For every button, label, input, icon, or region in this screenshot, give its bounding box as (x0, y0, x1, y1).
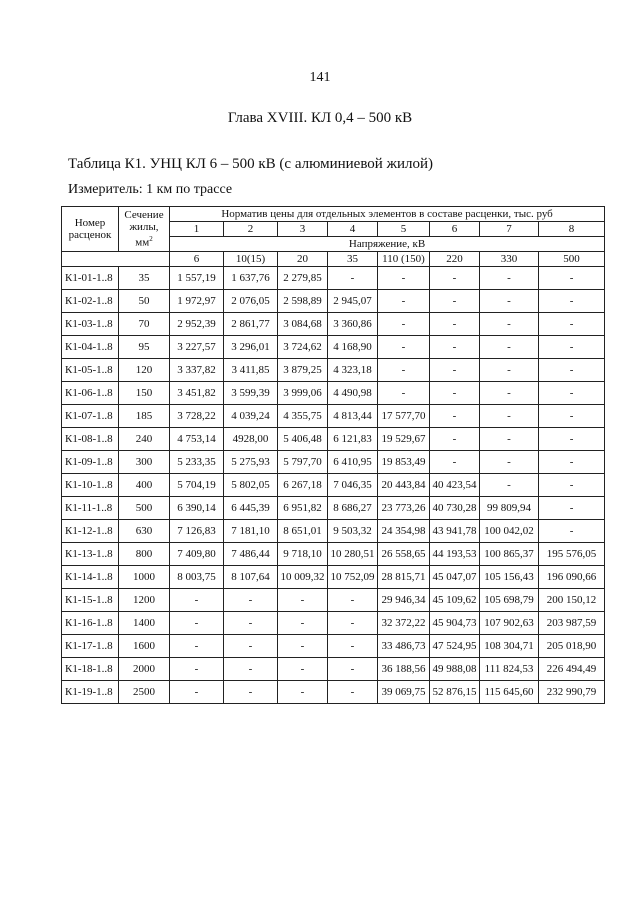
price-cell: 9 503,32 (328, 520, 378, 543)
price-cell: - (328, 612, 378, 635)
rate-code: К1-04-1..8 (62, 336, 119, 359)
price-cell: 43 941,78 (430, 520, 480, 543)
price-cell: 10 009,32 (278, 566, 328, 589)
price-cell: - (480, 267, 539, 290)
rate-code: К1-15-1..8 (62, 589, 119, 612)
price-cell: 5 704,19 (170, 474, 224, 497)
section-value: 1600 (119, 635, 170, 658)
price-cell: 100 865,37 (480, 543, 539, 566)
price-cell: 107 902,63 (480, 612, 539, 635)
header-voltage: 220 (430, 252, 480, 267)
price-cell: 100 042,02 (480, 520, 539, 543)
rate-code: К1-02-1..8 (62, 290, 119, 313)
price-cell: - (224, 658, 278, 681)
price-cell: 2 945,07 (328, 290, 378, 313)
price-cell: 226 494,49 (539, 658, 605, 681)
header-number: Номер расценок (62, 207, 119, 252)
price-cell: 6 410,95 (328, 451, 378, 474)
price-cell: 3 599,39 (224, 382, 278, 405)
price-cell: 3 411,85 (224, 359, 278, 382)
table-row (62, 359, 605, 382)
header-voltage: 6 (170, 252, 224, 267)
price-cell: 19 853,49 (378, 451, 430, 474)
header-col-index: 6 (430, 222, 480, 237)
price-cell: 20 443,84 (378, 474, 430, 497)
rate-code: К1-19-1..8 (62, 681, 119, 704)
rates-table (61, 206, 605, 704)
price-cell: 3 360,86 (328, 313, 378, 336)
price-cell: 6 121,83 (328, 428, 378, 451)
price-cell: 52 876,15 (430, 681, 480, 704)
rate-code: К1-07-1..8 (62, 405, 119, 428)
table-row (62, 405, 605, 428)
price-cell: 6 267,18 (278, 474, 328, 497)
price-cell: 2 952,39 (170, 313, 224, 336)
section-value: 300 (119, 451, 170, 474)
price-cell: 45 904,73 (430, 612, 480, 635)
price-cell: 49 988,08 (430, 658, 480, 681)
price-cell: 9 718,10 (278, 543, 328, 566)
price-cell: - (430, 428, 480, 451)
price-cell: 17 577,70 (378, 405, 430, 428)
rate-code: К1-17-1..8 (62, 635, 119, 658)
price-cell: - (430, 359, 480, 382)
price-cell: 47 524,95 (430, 635, 480, 658)
rate-code: К1-10-1..8 (62, 474, 119, 497)
header-col-index: 7 (480, 222, 539, 237)
price-cell: 5 406,48 (278, 428, 328, 451)
price-cell: 203 987,59 (539, 612, 605, 635)
header-row-1 (62, 207, 605, 222)
section-value: 800 (119, 543, 170, 566)
price-cell: 8 003,75 (170, 566, 224, 589)
price-cell: 105 156,43 (480, 566, 539, 589)
header-section: Сечение жилы, $мм^2$ (119, 207, 170, 252)
rate-code: К1-18-1..8 (62, 658, 119, 681)
price-cell: - (224, 589, 278, 612)
section-value: 70 (119, 313, 170, 336)
section-value: 630 (119, 520, 170, 543)
price-cell: - (378, 382, 430, 405)
price-cell: 200 150,12 (539, 589, 605, 612)
rate-code: К1-08-1..8 (62, 428, 119, 451)
price-cell: - (430, 405, 480, 428)
price-cell: 4 813,44 (328, 405, 378, 428)
measure-unit: Измеритель: 1 км по трассе (68, 182, 233, 197)
price-cell: 40 730,28 (430, 497, 480, 520)
header-voltage: 35 (328, 252, 378, 267)
price-cell: 4 355,75 (278, 405, 328, 428)
table-row (62, 474, 605, 497)
price-cell: 115 645,60 (480, 681, 539, 704)
price-cell: - (224, 612, 278, 635)
price-cell: 7 181,10 (224, 520, 278, 543)
rate-code: К1-16-1..8 (62, 612, 119, 635)
table-row (62, 612, 605, 635)
price-cell: - (480, 382, 539, 405)
price-cell: - (224, 681, 278, 704)
price-cell: 4928,00 (224, 428, 278, 451)
price-cell: 3 337,82 (170, 359, 224, 382)
price-cell: - (170, 658, 224, 681)
price-cell: 33 486,73 (378, 635, 430, 658)
price-cell: 7 409,80 (170, 543, 224, 566)
rate-code: К1-12-1..8 (62, 520, 119, 543)
price-cell: 19 529,67 (378, 428, 430, 451)
price-cell: - (378, 267, 430, 290)
price-cell: 36 188,56 (378, 658, 430, 681)
price-cell: - (278, 635, 328, 658)
header-voltage: 10(15) (224, 252, 278, 267)
price-cell: 10 752,09 (328, 566, 378, 589)
price-cell: - (430, 451, 480, 474)
section-value: 150 (119, 382, 170, 405)
table-row (62, 290, 605, 313)
price-cell: 7 126,83 (170, 520, 224, 543)
section-value: 1000 (119, 566, 170, 589)
table-row (62, 451, 605, 474)
header-col-index: 8 (539, 222, 605, 237)
price-cell: 1 557,19 (170, 267, 224, 290)
price-cell: - (378, 313, 430, 336)
table-row (62, 497, 605, 520)
price-cell: 40 423,54 (430, 474, 480, 497)
price-cell: 3 451,82 (170, 382, 224, 405)
table-row (62, 267, 605, 290)
price-cell: - (480, 336, 539, 359)
table-row (62, 428, 605, 451)
price-cell: - (480, 405, 539, 428)
price-cell: - (539, 359, 605, 382)
price-cell: 6 445,39 (224, 497, 278, 520)
price-cell: 232 990,79 (539, 681, 605, 704)
price-cell: 8 686,27 (328, 497, 378, 520)
price-cell: 5 233,35 (170, 451, 224, 474)
price-cell: 3 227,57 (170, 336, 224, 359)
section-value: 1200 (119, 589, 170, 612)
table-row (62, 658, 605, 681)
table-row (62, 382, 605, 405)
header-voltage: 500 (539, 252, 605, 267)
section-value: 35 (119, 267, 170, 290)
header-voltage: 110 (150) (378, 252, 430, 267)
price-cell: - (278, 589, 328, 612)
table-row (62, 566, 605, 589)
price-cell: - (539, 497, 605, 520)
price-cell: - (328, 267, 378, 290)
price-cell: - (328, 658, 378, 681)
price-cell: 2 598,89 (278, 290, 328, 313)
header-col-index: 4 (328, 222, 378, 237)
price-cell: - (430, 290, 480, 313)
table-body (62, 267, 605, 704)
price-cell: 2 076,05 (224, 290, 278, 313)
price-cell: 45 109,62 (430, 589, 480, 612)
price-cell: 23 773,26 (378, 497, 430, 520)
chapter-title: Глава XVIII. КЛ 0,4 – 500 кВ (227, 110, 413, 126)
table-row (62, 635, 605, 658)
price-cell: - (539, 313, 605, 336)
header-voltage-label: Напряжение, кВ (170, 237, 605, 252)
price-cell: - (430, 313, 480, 336)
price-cell: 2 279,85 (278, 267, 328, 290)
rate-code: К1-06-1..8 (62, 382, 119, 405)
price-cell: - (480, 290, 539, 313)
price-cell: 39 069,75 (378, 681, 430, 704)
price-cell: 4 039,24 (224, 405, 278, 428)
price-cell: - (480, 359, 539, 382)
rate-code: К1-01-1..8 (62, 267, 119, 290)
price-cell: 1 972,97 (170, 290, 224, 313)
price-cell: - (480, 313, 539, 336)
price-cell: 6 390,14 (170, 497, 224, 520)
price-cell: 3 724,62 (278, 336, 328, 359)
price-cell: - (539, 474, 605, 497)
price-cell: 3 084,68 (278, 313, 328, 336)
price-cell: - (539, 290, 605, 313)
price-cell: - (430, 336, 480, 359)
header-voltage: 20 (278, 252, 328, 267)
price-cell: 2 861,77 (224, 313, 278, 336)
price-cell: - (539, 267, 605, 290)
section-value: 185 (119, 405, 170, 428)
section-value: 400 (119, 474, 170, 497)
price-cell: - (378, 290, 430, 313)
rate-code: К1-13-1..8 (62, 543, 119, 566)
rate-code: К1-03-1..8 (62, 313, 119, 336)
section-value: 120 (119, 359, 170, 382)
price-cell: 6 951,82 (278, 497, 328, 520)
price-cell: 111 824,53 (480, 658, 539, 681)
rate-code: К1-09-1..8 (62, 451, 119, 474)
section-value: 2000 (119, 658, 170, 681)
price-cell: - (170, 589, 224, 612)
header-col-index: 5 (378, 222, 430, 237)
price-cell: - (539, 451, 605, 474)
table-row (62, 336, 605, 359)
price-cell: - (170, 681, 224, 704)
price-cell: 108 304,71 (480, 635, 539, 658)
price-cell: - (278, 658, 328, 681)
header-norm-title: Норматив цены для отдельных элементов в составе расценки, тыс. руб (170, 207, 605, 222)
price-cell: 196 090,66 (539, 566, 605, 589)
price-cell: 4 490,98 (328, 382, 378, 405)
price-cell: - (170, 635, 224, 658)
table-row (62, 543, 605, 566)
price-cell: 205 018,90 (539, 635, 605, 658)
price-cell: - (480, 451, 539, 474)
section-value: 240 (119, 428, 170, 451)
price-cell: - (170, 612, 224, 635)
price-cell: - (539, 336, 605, 359)
table-row (62, 313, 605, 336)
price-cell: - (480, 428, 539, 451)
price-cell: 10 280,51 (328, 543, 378, 566)
price-cell: 44 193,53 (430, 543, 480, 566)
price-cell: 28 815,71 (378, 566, 430, 589)
price-cell: 24 354,98 (378, 520, 430, 543)
price-cell: 1 637,76 (224, 267, 278, 290)
rate-code: К1-11-1..8 (62, 497, 119, 520)
header-spacer (62, 252, 170, 267)
price-cell: - (539, 405, 605, 428)
header-voltage: 330 (480, 252, 539, 267)
price-cell: 3 999,06 (278, 382, 328, 405)
price-cell: - (378, 336, 430, 359)
section-value: 50 (119, 290, 170, 313)
price-cell: - (430, 382, 480, 405)
header-col-index: 1 (170, 222, 224, 237)
price-cell: 5 802,05 (224, 474, 278, 497)
price-cell: 45 047,07 (430, 566, 480, 589)
price-cell: 4 168,90 (328, 336, 378, 359)
table-row (62, 520, 605, 543)
price-cell: 8 107,64 (224, 566, 278, 589)
price-cell: - (278, 612, 328, 635)
price-cell: 99 809,94 (480, 497, 539, 520)
price-cell: - (328, 589, 378, 612)
price-cell: 195 576,05 (539, 543, 605, 566)
price-cell: 5 797,70 (278, 451, 328, 474)
price-cell: - (328, 681, 378, 704)
header-col-index: 2 (224, 222, 278, 237)
section-value: 500 (119, 497, 170, 520)
price-cell: - (378, 359, 430, 382)
price-cell: 3 728,22 (170, 405, 224, 428)
price-cell: 3 879,25 (278, 359, 328, 382)
price-cell: - (539, 520, 605, 543)
price-cell: - (430, 267, 480, 290)
table-caption: Таблица К1. УНЦ КЛ 6 – 500 кВ (с алюминиевой жилой) (68, 156, 433, 172)
table-row (62, 681, 605, 704)
price-cell: - (278, 681, 328, 704)
price-cell: 4 753,14 (170, 428, 224, 451)
rate-code: К1-05-1..8 (62, 359, 119, 382)
price-cell: 8 651,01 (278, 520, 328, 543)
price-cell: 5 275,93 (224, 451, 278, 474)
price-cell: - (539, 428, 605, 451)
price-cell: 7 486,44 (224, 543, 278, 566)
price-cell: 29 946,34 (378, 589, 430, 612)
price-cell: - (480, 474, 539, 497)
price-cell: 105 698,79 (480, 589, 539, 612)
price-cell: - (539, 382, 605, 405)
table-row (62, 589, 605, 612)
price-cell: 4 323,18 (328, 359, 378, 382)
page-number: 141 (309, 70, 331, 85)
header-voltage-row (62, 252, 605, 267)
section-value: 1400 (119, 612, 170, 635)
price-cell: 3 296,01 (224, 336, 278, 359)
header-section-sup: 2 (149, 235, 153, 244)
rate-code: К1-14-1..8 (62, 566, 119, 589)
price-cell: - (328, 635, 378, 658)
price-cell: 26 558,65 (378, 543, 430, 566)
price-cell: 7 046,35 (328, 474, 378, 497)
section-value: 95 (119, 336, 170, 359)
section-value: 2500 (119, 681, 170, 704)
price-cell: 32 372,22 (378, 612, 430, 635)
price-cell: - (224, 635, 278, 658)
header-col-index: 3 (278, 222, 328, 237)
